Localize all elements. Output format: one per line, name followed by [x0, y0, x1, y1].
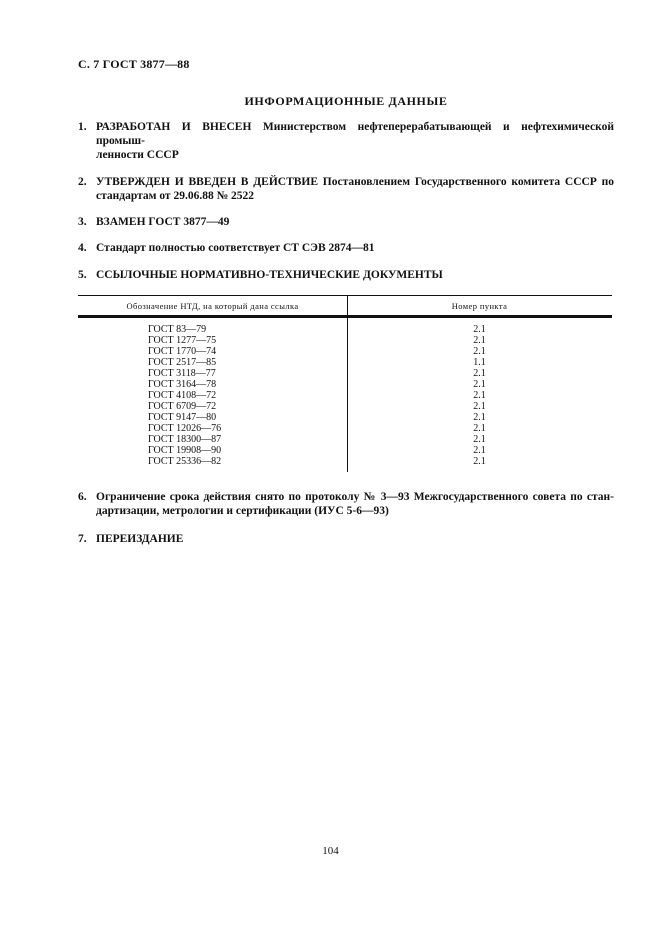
- table-row: [78, 445, 612, 456]
- table-row: [78, 368, 612, 379]
- ntd-designation: ГОСТ 4108—72: [148, 390, 217, 401]
- clause-number: 2.1: [473, 412, 486, 423]
- ntd-designation: ГОСТ 6709—72: [148, 401, 217, 412]
- table-row: [78, 379, 612, 390]
- table-col1-header: Обозначение НТД, на который дана ссылка: [126, 301, 299, 311]
- item-text-line: УТВЕРЖДЕН И ВВЕДЕН В ДЕЙСТВИЕ Постановлением Государственного комитета СССР по: [96, 176, 614, 188]
- list-item: [78, 120, 614, 162]
- item-number: 5.: [78, 269, 87, 281]
- clause-number: 2.1: [473, 401, 486, 412]
- ntd-designation: ГОСТ 18300—87: [148, 434, 222, 445]
- page-number: 104: [322, 845, 339, 857]
- table-col2-header: Номер пункта: [451, 301, 508, 311]
- item-text-line: Ограничение срока действия снято по протоколу № 3—93 Межгосударственного совета по стан-: [96, 491, 614, 503]
- item-text-line: РАЗРАБОТАН И ВНЕСЕН Министерством нефтеперерабатывающей и нефтехимической промыш-: [96, 121, 614, 147]
- table-body: [78, 318, 612, 467]
- table-row: [78, 390, 612, 401]
- ntd-designation: ГОСТ 3164—78: [148, 379, 217, 390]
- ntd-designation: ГОСТ 12026—76: [148, 423, 222, 434]
- ntd-designation: ГОСТ 2517—85: [148, 357, 217, 368]
- clause-number: 2.1: [473, 379, 486, 390]
- clause-number: 2.1: [473, 423, 486, 434]
- table-row: [78, 423, 612, 434]
- ntd-designation: ГОСТ 19908—90: [148, 445, 222, 456]
- table-row: [78, 335, 612, 346]
- ntd-designation: ГОСТ 3118—77: [148, 368, 216, 379]
- item-number: 4.: [78, 242, 87, 254]
- item-text-line: ВЗАМЕН ГОСТ 3877—49: [96, 216, 230, 228]
- item-text-line: дартизации, метрологии и сертификации (ИУС 5-6—93): [96, 505, 389, 517]
- item-number: 1.: [78, 121, 87, 133]
- table-row: [78, 456, 612, 467]
- item-number: 6.: [78, 491, 87, 503]
- table-row: [78, 412, 612, 423]
- clause-number: 2.1: [473, 346, 486, 357]
- table-row: [78, 401, 612, 412]
- page-content: [78, 57, 614, 546]
- ntd-designation: ГОСТ 1770—74: [148, 346, 217, 357]
- item-number: 7.: [78, 533, 87, 545]
- clause-number: 2.1: [473, 324, 486, 335]
- clause-number: 2.1: [473, 445, 486, 456]
- table-header-row: [78, 296, 612, 318]
- table-row: [78, 434, 612, 445]
- item-number: 2.: [78, 176, 87, 188]
- ntd-designation: ГОСТ 1277—75: [148, 335, 217, 346]
- clause-number: 2.1: [473, 456, 486, 467]
- table-column-divider: [347, 296, 348, 472]
- ntd-designation: ГОСТ 83—79: [148, 324, 207, 335]
- list-item: [78, 532, 614, 546]
- list-item: [78, 268, 614, 282]
- item-number: 3.: [78, 216, 87, 228]
- table-row: [78, 357, 612, 368]
- item-text-line: Стандарт полностью соответствует СТ СЭВ 2874—81: [96, 242, 375, 254]
- ntd-designation: ГОСТ 9147—80: [148, 412, 217, 423]
- page-header: С. 7 ГОСТ 3877—88: [78, 57, 190, 71]
- item-text-line: ССЫЛОЧНЫЕ НОРМАТИВНО-ТЕХНИЧЕСКИЕ ДОКУМЕНТЫ: [96, 269, 443, 281]
- references-table: [78, 295, 612, 472]
- item-text-line: ПЕРЕИЗДАНИЕ: [96, 533, 184, 545]
- list-item: [78, 215, 614, 229]
- list-item: [78, 175, 614, 203]
- clause-number: 1.1: [473, 357, 486, 368]
- list-item: [78, 490, 614, 518]
- ntd-designation: ГОСТ 25336—82: [148, 456, 222, 467]
- table-row: [78, 346, 612, 357]
- list-item: [78, 241, 614, 255]
- clause-number: 2.1: [473, 368, 486, 379]
- numbered-items: [78, 120, 614, 546]
- item-text-line: стандартам от 29.06.88 № 2522: [96, 190, 255, 202]
- clause-number: 2.1: [473, 434, 486, 445]
- page-title: ИНФОРМАЦИОННЫЕ ДАННЫЕ: [244, 94, 448, 108]
- clause-number: 2.1: [473, 335, 486, 346]
- clause-number: 2.1: [473, 390, 486, 401]
- item-text-line: ленности СССР: [96, 149, 179, 161]
- table-row: [78, 324, 612, 335]
